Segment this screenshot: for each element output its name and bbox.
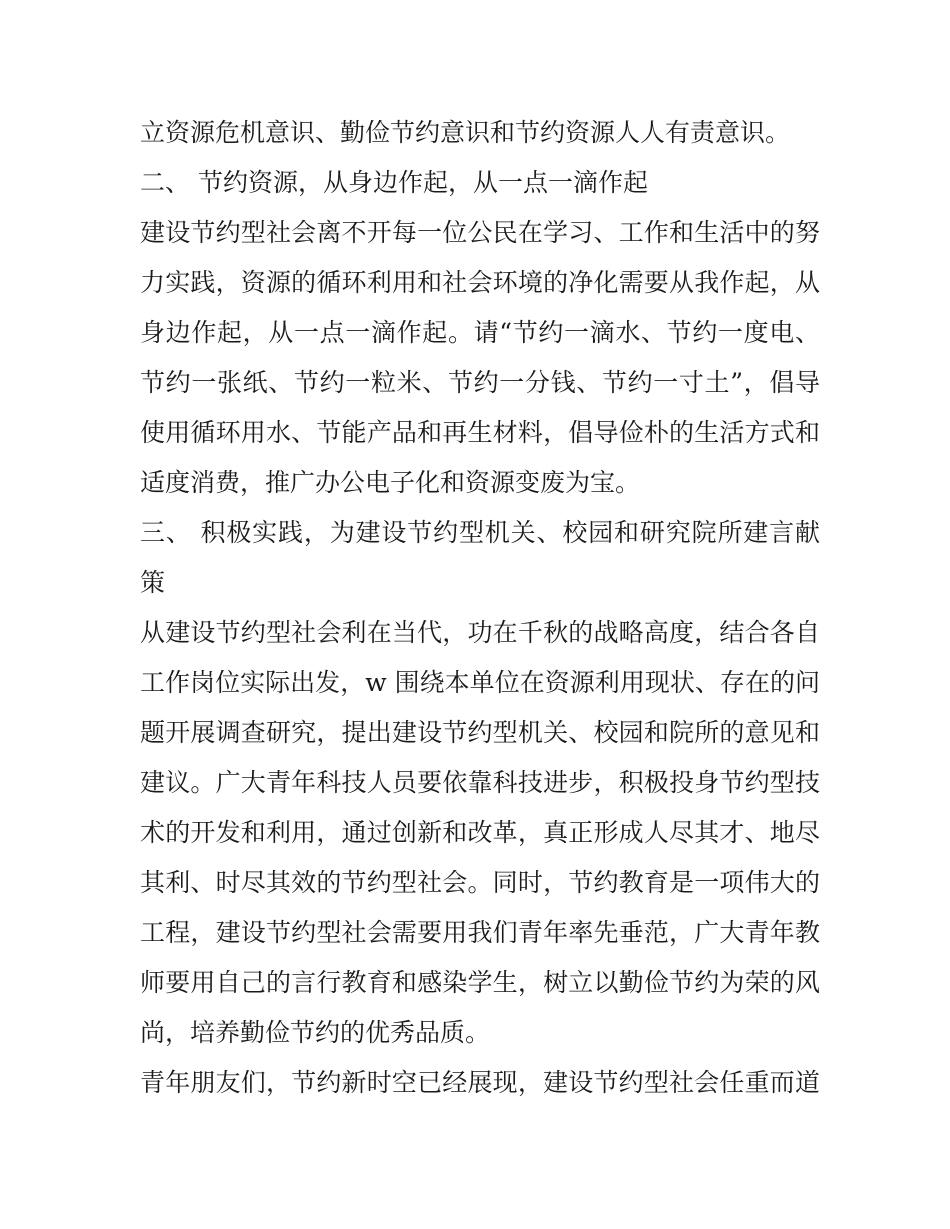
text-line: 适度消费，推广办公电子化和资源变废为宝。 [140,468,641,497]
text-line: 青年朋友们，节约新时空已经展现，建设节约型社会任重而道 [140,1068,820,1097]
text-line: 术的开发和利用，通过创新和改革，真正形成人尽其才、地尽 [140,818,820,847]
text-line: 师要用自己的言行教育和感染学生，树立以勤俭节约为荣的风 [140,968,820,997]
text-line: 工程，建设节约型社会需要用我们青年率先垂范，广大青年教 [140,918,820,947]
text-line: 尚，培养勤俭节约的优秀品质。 [140,1018,491,1047]
text-line: 节约一张纸、节约一粒米、节约一分钱、节约一寸土”，倡导 [140,368,820,397]
text-line: 使用循环用水、节能产品和再生材料，倡导俭朴的生活方式和 [140,418,820,447]
section-heading-three-continued: 策 [140,568,166,597]
text-line: 立资源危机意识、勤俭节约意识和节约资源人人有责意识。 [140,118,791,147]
section-heading-two: 二、 节约资源，从身边作起，从一点一滴作起 [140,168,648,197]
text-line: 身边作起，从一点一滴作起。请“节约一滴水、节约一度电、 [140,318,820,347]
document-body [140,108,820,1108]
text-line: 工作岗位实际出发，w 围绕本单位在资源利用现状、存在的问 [140,668,820,697]
text-line: 从建设节约型社会利在当代，功在千秋的战略高度，结合各自 [140,618,820,647]
text-line: 力实践，资源的循环利用和社会环境的净化需要从我作起，从 [140,268,820,297]
text-line: 建设节约型社会离不开每一位公民在学习、工作和生活中的努 [140,218,820,247]
text-line: 建议。广大青年科技人员要依靠科技进步，积极投身节约型技 [140,768,820,797]
text-line: 其利、时尽其效的节约型社会。同时，节约教育是一项伟大的 [140,868,820,897]
text-line: 题开展调查研究，提出建设节约型机关、校园和院所的意见和 [140,718,820,747]
section-heading-three: 三、 积极实践，为建设节约型机关、校园和研究院所建言献 [140,518,820,547]
